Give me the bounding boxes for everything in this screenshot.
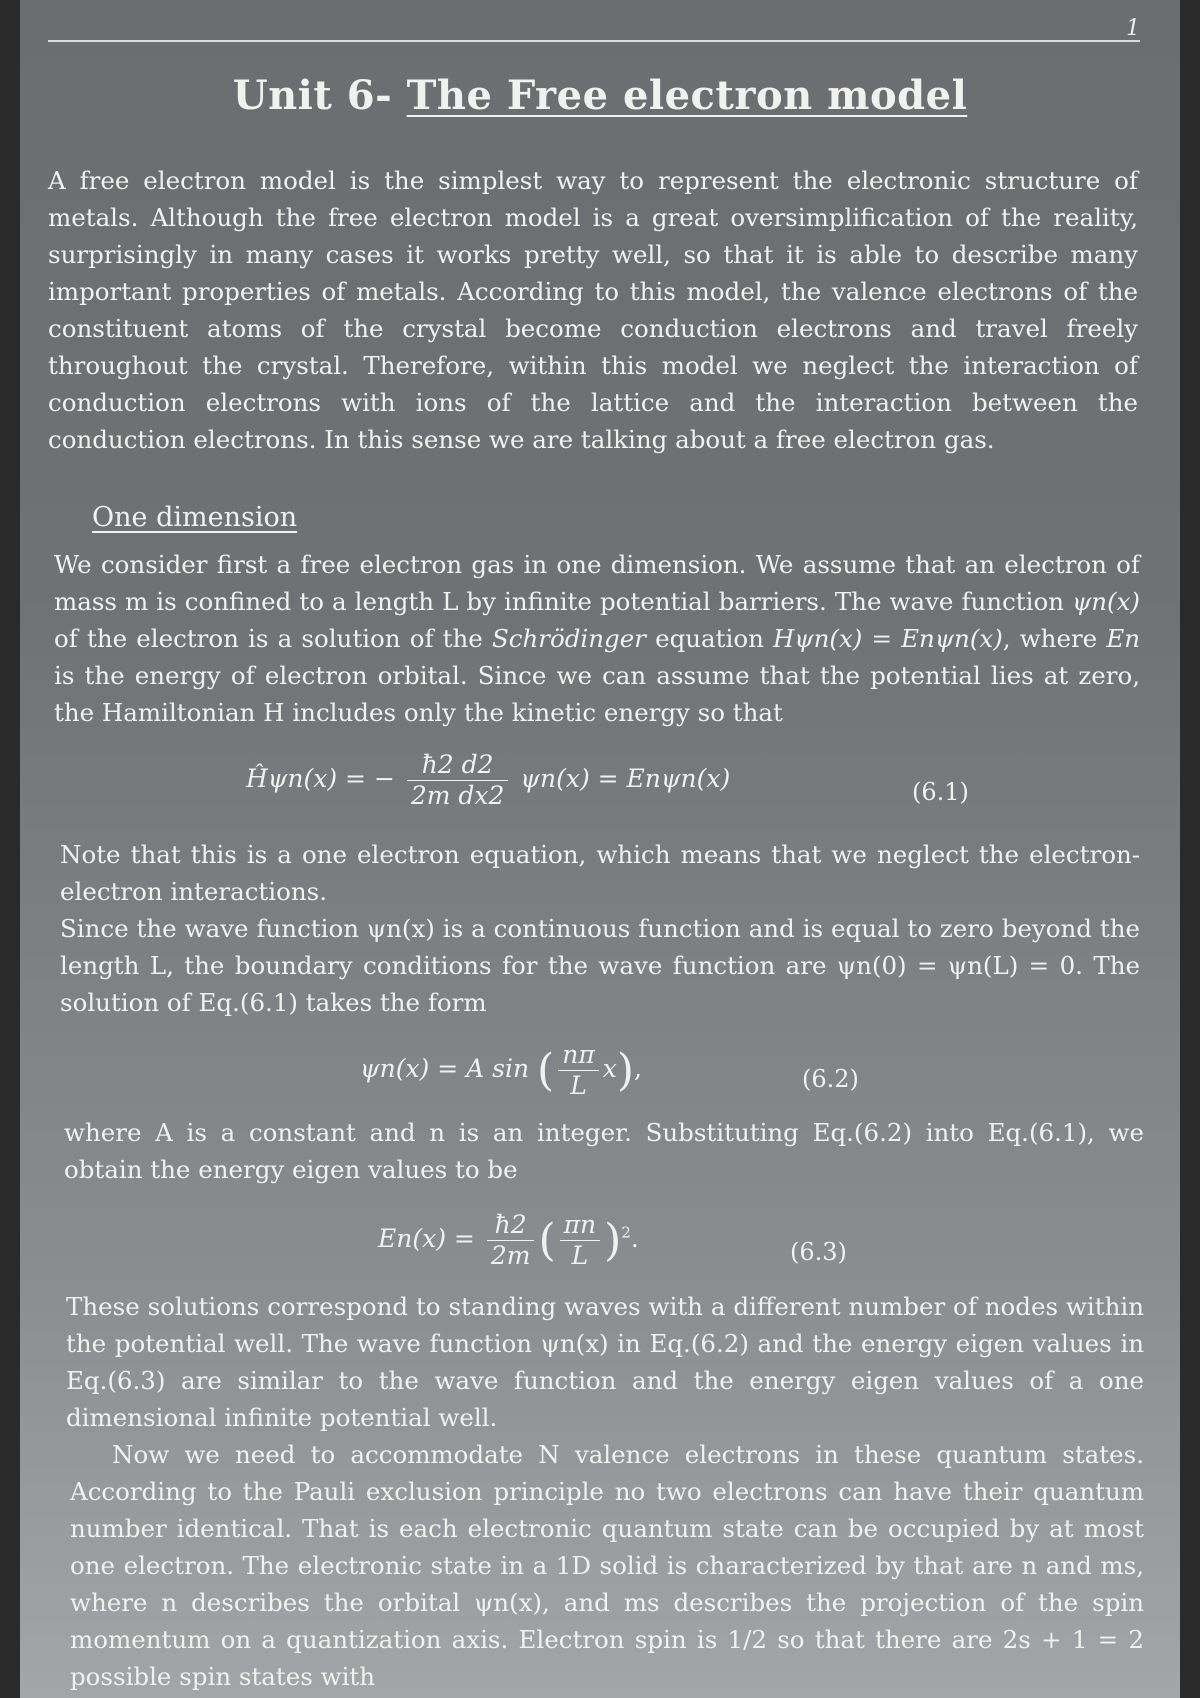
text-run: is the energy of electron orbital. Since we can assume that the potential lies at zero, the Hamiltonian H includes only the kinetic energy so that <box>54 661 1140 727</box>
where-paragraph: where A is a constant and n is an integer. Substituting Eq.(6.2) into Eq.(6.1), we obtain the energy eigen values to be <box>64 1118 1144 1184</box>
eq-fraction <box>558 1040 599 1101</box>
fraction-denominator: 2m <box>490 1241 531 1270</box>
math-inline: Hψn(x) = Enψn(x) <box>773 624 1003 653</box>
equation-6-3 <box>378 1210 639 1271</box>
paren-open: ( <box>537 1045 555 1096</box>
page-title <box>20 72 1180 119</box>
standing-waves-paragraph: These solutions correspond to standing waves with a different number of nodes within the potential well. The wave function ψn(x) in Eq.(6.2) and the energy eigen values in Eq.(6.3) are similar to the wave function and the energy eigen values of a one dimensional infinite potential well. <box>66 1292 1144 1432</box>
eq-lhs: Ĥψn(x) = − <box>246 764 395 793</box>
fraction-numerator: ħ2 d2 <box>407 750 509 781</box>
fraction-denominator: L <box>570 1071 587 1100</box>
fraction-numerator: nπ <box>558 1040 599 1071</box>
math-inline: ψn(x) <box>1072 587 1140 616</box>
pauli-paragraph <box>70 1436 1144 1695</box>
page-number: 1 <box>1126 16 1140 41</box>
document-page <box>20 0 1180 1698</box>
text-run: , where <box>1002 624 1107 653</box>
text-run: equation <box>645 624 774 653</box>
eq-variable: x <box>602 1054 617 1083</box>
text-run: Since the wave function ψn(x) is a continuous function and is equal to zero beyond the length L, the boundary conditions for the wave function are ψn(0) = ψn(L) = 0. The solution of Eq.(6.1) takes the form <box>60 914 1140 1017</box>
intro-paragraph: A free electron model is the simplest way to represent the electronic structure of metals. Although the free electron model is a great oversimplification of the reality, surprisingly in many cases it works pretty well, so that it is able to describe many important properties of metals. According to this model, the valence electrons of the constituent atoms of the crystal become conduction electrons and travel freely throughout the crystal. Therefore, within this model we neglect the interaction of conduction electrons with ions of the lattice and the interaction between the conduction electrons. In this sense we are talking about a free electron gas. <box>48 166 1138 454</box>
eq-fraction <box>407 750 509 811</box>
equation-6-2 <box>360 1040 642 1101</box>
title-main: The Free electron model <box>406 72 968 119</box>
math-inline: En <box>1106 624 1141 653</box>
header-rule <box>48 40 1140 42</box>
note-paragraph <box>60 836 1140 1021</box>
exponent: 2 <box>621 1223 631 1242</box>
text-run: Note that this is a one electron equation, which means that we neglect the electron-electron interactions. <box>60 840 1140 906</box>
fraction-numerator: ħ2 <box>487 1210 535 1241</box>
equation-number: (6.2) <box>802 1065 859 1093</box>
eq-rhs: ψn(x) = Enψn(x) <box>520 764 731 793</box>
eq-fraction <box>560 1210 601 1271</box>
paren-close: ) <box>616 1045 635 1096</box>
fraction-denominator: 2m dx2 <box>410 781 505 810</box>
schrodinger-word: Schrödinger <box>491 624 646 653</box>
fraction-numerator: πn <box>560 1210 601 1241</box>
title-prefix: Unit 6- <box>232 72 407 119</box>
eq-lhs: En(x) = <box>378 1224 475 1253</box>
equation-number: (6.1) <box>912 778 969 806</box>
equation-number: (6.3) <box>790 1238 847 1266</box>
text-run: We consider first a free electron gas in one dimension. We assume that an electron of mass m is confined to a length L by infinite potential barriers. The wave function <box>54 550 1140 616</box>
eq-lhs: ψn(x) = A sin <box>360 1054 530 1083</box>
eq-punct: , <box>634 1054 642 1083</box>
fraction-denominator: L <box>571 1241 589 1270</box>
one-dimension-paragraph <box>54 546 1140 731</box>
paren-open: ( <box>538 1215 556 1266</box>
paren-close: ) <box>604 1215 622 1266</box>
eq-fraction <box>487 1210 535 1271</box>
section-heading: One dimension <box>92 502 298 533</box>
eq-punct: . <box>630 1224 639 1253</box>
text-run: Now we need to accommodate N valence electrons in these quantum states. According to the Pauli exclusion principle no two electrons can have their quantum number identical. That is each electronic quantum state can be occupied by at most one electron. The electronic state in a 1D solid is characterized by that are n and ms, where n describes the orbital ψn(x), and ms describes the projection of the spin momentum on a quantization axis. Electron spin is 1/2 so that there are 2s + 1 = 2 possible spin states with <box>70 1440 1144 1691</box>
text-run: of the electron is a solution of the <box>54 624 492 653</box>
equation-6-1 <box>246 750 730 811</box>
